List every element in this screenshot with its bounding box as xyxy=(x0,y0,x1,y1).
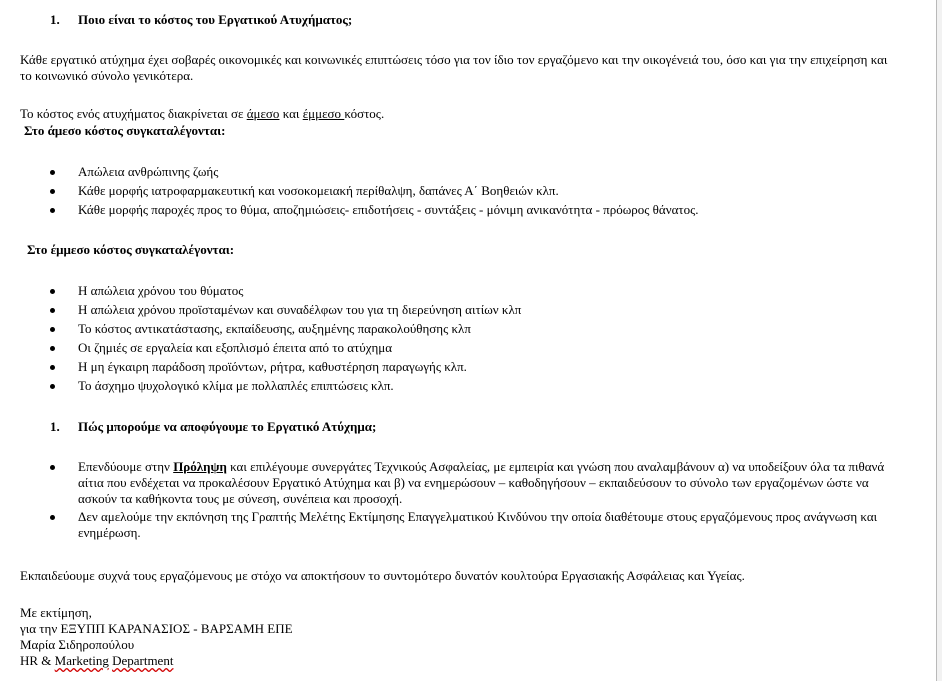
section2-heading: Πώς μπορούμε να αποφύγουμε το Εργατικό Ατύχημα; xyxy=(78,419,377,434)
direct-term: άμεσο xyxy=(246,106,280,121)
cost-paragraph xyxy=(20,106,890,122)
intro-paragraph: Κάθε εργατικό ατύχημα έχει σοβαρές οικονομικές και κοινωνικές επιπτώσεις τόσο για τον ίδιο τον εργαζόμενο και την οικογένειά του, όσο και για την επιχείρηση και το κοινωνικό σύνολο γενικότερα. xyxy=(20,52,888,83)
dept-word-department: Department xyxy=(112,653,174,668)
list-item: Οι ζημιές σε εργαλεία και εξοπλισμό έπειτα από το ατύχημα xyxy=(78,340,898,359)
list-item: Η μη έγκαιρη παράδοση προϊόντων, ρήτρα, καθυστέρηση παραγωγής κλπ. xyxy=(78,359,898,378)
signature-block xyxy=(20,605,293,669)
prevention-item1-suffix: και επιλέγουμε συνεργάτες Τεχνικούς Ασφαλείας, με εμπειρία και γνώση που αναλαμβάνουν α) να υποδείξουν όλα τα πιθανά αίτια που ενδέχεται να προκαλέσουν Εργατικό Ατύχημα και β) να ενημερώσουν – καθοδηγήσουν – εκπαιδεύσουν το σύνολο των εργαζομένων ώστε να ασκούν τα καθήκοντα τους με σύνεση, συνέπεια και προσοχή. xyxy=(78,459,885,506)
prevention-list xyxy=(78,459,888,541)
list-item: Το άσχημο ψυχολογικό κλίμα με πολλαπλές επιπτώσεις κλπ. xyxy=(78,378,898,397)
section2-number: 1. xyxy=(50,419,60,434)
cost-prefix: Το κόστος ενός ατυχήματος διακρίνεται σε xyxy=(20,106,247,121)
prevention-item1-prefix: Επενδύουμε στην xyxy=(78,459,174,474)
signature-name: Μαρία Σιδηροπούλου xyxy=(20,637,135,652)
list-item: Δεν αμελούμε την εκπόνηση της Γραπτής Μελέτης Εκτίμησης Επαγγελματικού Κινδύνου την οποία διαθέτουμε στους εργαζόμενους προς ανάγνωση και ενημέρωση. xyxy=(78,509,888,541)
section1-heading: Ποιο είναι το κόστος του Εργατικού Ατυχήματος; xyxy=(78,12,353,27)
list-item: Απώλεια ανθρώπινης ζωής xyxy=(78,164,898,183)
signature-company: για την ΕΞΥΠΠ ΚΑΡΑΝΑΣΙΟΣ - ΒΑΡΣΑΜΗ ΕΠΕ xyxy=(20,621,293,636)
indirect-cost-list xyxy=(78,283,898,397)
list-item xyxy=(78,459,888,507)
list-item: Η απώλεια χρόνου του θύματος xyxy=(78,283,898,302)
section1-number: 1. xyxy=(50,12,60,27)
closing-paragraph: Εκπαιδεύουμε συχνά τους εργαζόμενους με στόχο να αποκτήσουν το συντομότερο δυνατόν κουλτούρα Εργασιακής Ασφάλειας και Υγείας. xyxy=(20,568,745,583)
cost-and: και xyxy=(279,106,303,121)
dept-prefix: HR & xyxy=(20,653,55,668)
direct-cost-heading: Στο άμεσο κόστος συγκαταλέγονται: xyxy=(24,123,226,138)
list-item: Το κόστος αντικατάστασης, εκπαίδευσης, αυξημένης παρακολούθησης κλπ xyxy=(78,321,898,340)
indirect-cost-heading: Στο έμμεσο κόστος συγκαταλέγονται: xyxy=(27,242,235,257)
list-item: Κάθε μορφής παροχές προς το θύμα, αποζημιώσεις- επιδοτήσεις - συντάξεις - μόνιμη ανικανότητα - πρόωρος θάνατος. xyxy=(78,202,898,221)
signature-greeting: Με εκτίμηση, xyxy=(20,605,92,620)
direct-cost-list xyxy=(78,164,898,221)
window-right-edge xyxy=(936,0,942,681)
signature-department xyxy=(20,653,293,669)
dept-word-marketing: Marketing xyxy=(54,653,109,668)
prevention-term: Πρόληψη xyxy=(173,459,227,474)
list-item: Κάθε μορφής ιατροφαρμακευτική και νοσοκομειακή περίθαλψη, δαπάνες Α΄ Βοηθειών κλπ. xyxy=(78,183,898,202)
indirect-term: έμμεσο xyxy=(302,106,345,121)
list-item: Η απώλεια χρόνου προϊσταμένων και συναδέλφων του για τη διερεύνηση αιτίων κλπ xyxy=(78,302,898,321)
cost-suffix: κόστος. xyxy=(344,106,385,121)
